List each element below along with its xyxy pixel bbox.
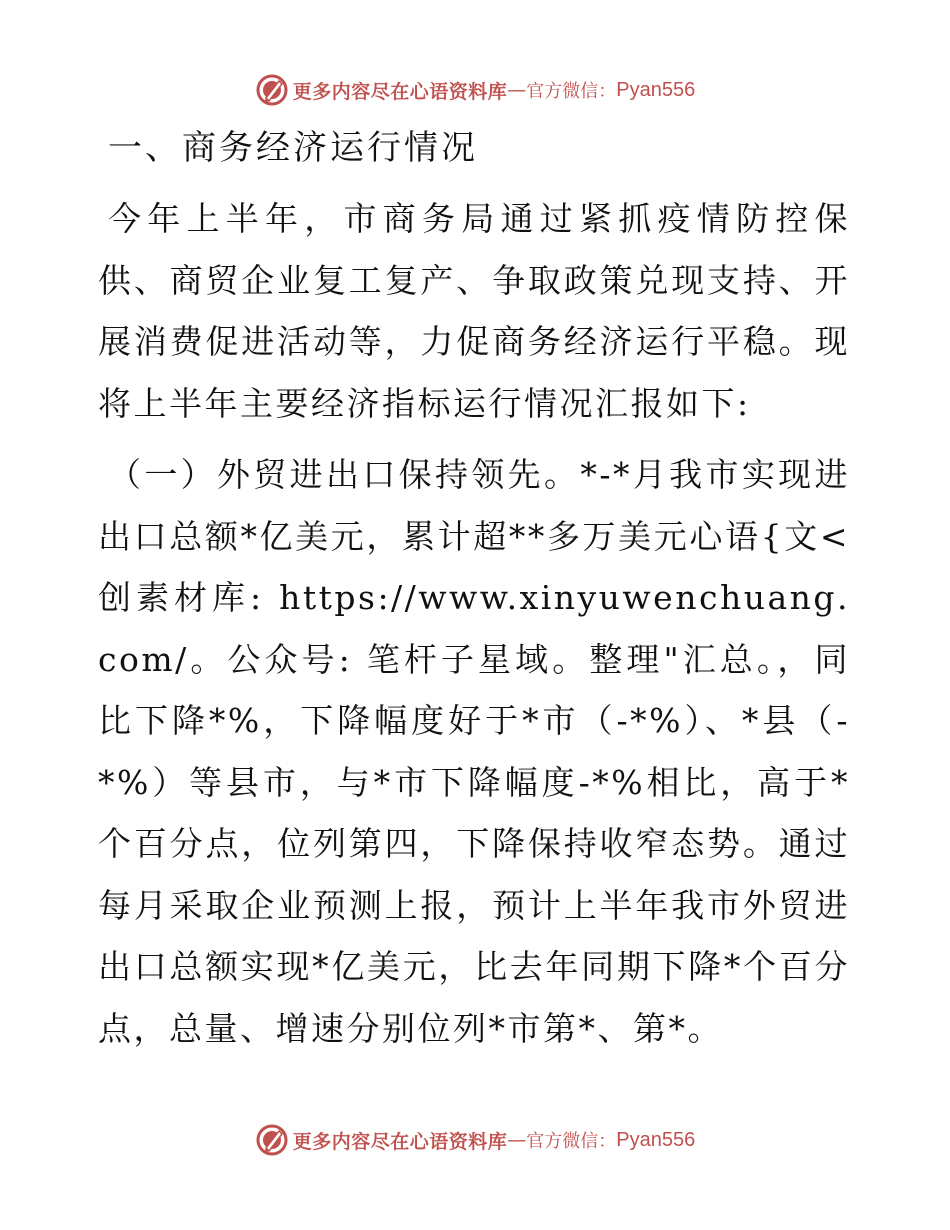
document-body [98, 118, 850, 1069]
header-watermark [0, 70, 950, 110]
watermark-dash: — [507, 79, 527, 101]
section-heading: 一、商务经济运行情况 [108, 128, 478, 168]
paragraph-intro: 今年上半年，市商务局通过紧抓疫情防控保供、商贸企业复工复产、争取政策兑现支持、开展消费促进活动等，力促商务经济运行平稳。现将上半年主要经济指标运行情况汇报如下: [98, 199, 850, 423]
watermark-text: 更多内容尽在心语资料库 [292, 1130, 508, 1153]
pen-logo-icon [255, 73, 289, 107]
footer-watermark [0, 1120, 950, 1160]
paragraph-foreign-trade: （一）外贸进出口保持领先。*-*月我市实现进出口总额*亿美元，累计超**多万美元心语{文<创素材库: https://www.xinyuwenchuang.com/。公众号: 笔杆子星域。整理"汇总。，同比下降*%，下降幅度好于*市（-*%）、*县（-*%）等县市，与*市下降幅度-*%相比，高于*个百分点，位列第四，下降保持收窄态势。通过每月采取企业预测上报，预计上半年我市外贸进出口总额实现*亿美元，比去年同期下降*个百分点，总量、增速分别位列*市第*、第*。 [98, 455, 850, 1048]
watermark-text: 更多内容尽在心语资料库 [292, 80, 508, 103]
watermark-dash: — [507, 1129, 527, 1151]
watermark-wechat-id: Pyan556 [616, 78, 696, 101]
watermark-wechat-label: 官方微信： [526, 1131, 617, 1152]
watermark-wechat-label: 官方微信： [526, 81, 617, 102]
watermark-wechat-id: Pyan556 [616, 1128, 696, 1151]
pen-logo-icon [255, 1123, 289, 1157]
